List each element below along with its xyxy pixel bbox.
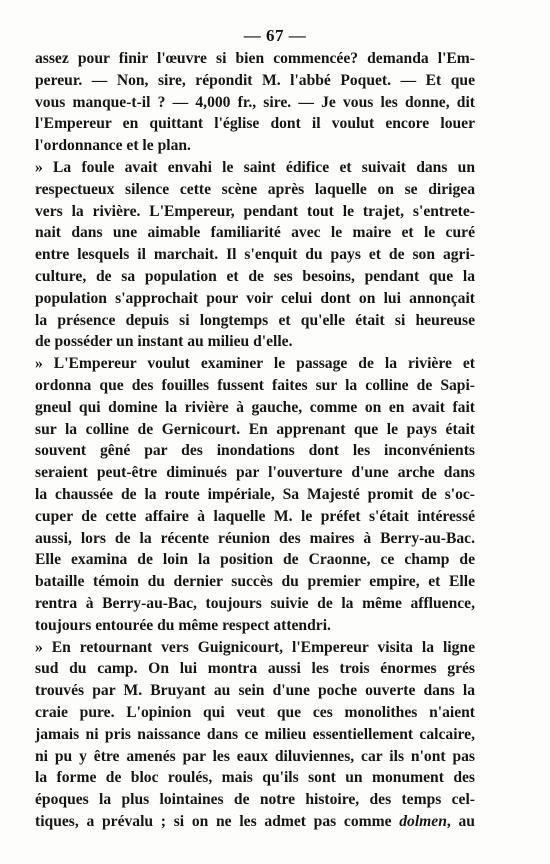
text-line-content: l'ordonnance et le plan. <box>35 137 191 155</box>
body-text <box>35 48 475 833</box>
text-line <box>35 593 475 615</box>
text-line <box>35 179 475 201</box>
text-line-content: culture, de sa population et de ses besoins, pendant que la <box>35 267 475 285</box>
text-line <box>35 157 475 179</box>
text-line-content: population s'approchait pour voir celui dont on lui annonçait <box>35 289 475 307</box>
text-line <box>35 637 475 659</box>
text-line-content: l'Empereur en quittant l'église dont il voulut encore louer <box>35 115 475 133</box>
text-line-content: toujours entourée du même respect attendri. <box>35 616 331 634</box>
text-line-content: la chaussée de la route impériale, Sa Majesté promit de s'oc- <box>35 485 475 503</box>
text-line <box>35 310 475 332</box>
text-line-content: entre lesquels il marchait. Il s'enquit du pays et de son agri- <box>35 246 475 264</box>
text-line-content: de posséder un instant au milieu d'elle. <box>35 333 293 351</box>
text-line <box>35 484 475 506</box>
text-line-content: aussi, lors de la récente réunion des maires à Berry-au-Bac. <box>35 529 475 547</box>
text-line <box>35 222 475 244</box>
text-line-content: pereur. — Non, sire, répondit M. l'abbé Poquet. — Et que <box>35 71 475 89</box>
text-line-content: souvent gêné par des inondations dont les inconvénients <box>35 442 475 460</box>
text-line <box>35 266 475 288</box>
text-line-content: ordonna que des fouilles fussent faites sur la colline de Sapi- <box>35 376 475 394</box>
text-line <box>35 549 475 571</box>
text-line <box>35 789 475 811</box>
text-line-content: seraient peut-être diminués par l'ouverture d'une arche dans <box>35 464 475 482</box>
text-line <box>35 113 475 135</box>
page-number: — 67 — <box>243 26 307 45</box>
text-line <box>35 528 475 550</box>
text-line <box>35 506 475 528</box>
text-line <box>35 419 475 441</box>
text-line-content: cuper de cette affaire à laquelle M. le préfet s'était intéressé <box>35 507 475 525</box>
text-line <box>35 680 475 702</box>
text-line-content: sud du camp. On lui montra aussi les trois énormes grés <box>35 660 475 678</box>
text-line <box>35 244 475 266</box>
text-line-content: vers la rivière. L'Empereur, pendant tout le trajet, s'entrete- <box>35 202 475 220</box>
text-line-content: gneul qui domine la rivière à gauche, comme on en avait fait <box>35 398 475 416</box>
text-line <box>35 462 475 484</box>
text-line-content: assez pour finir l'œuvre si bien commencée? demanda l'Em- <box>35 50 475 67</box>
text-line-content: la forme de bloc roulés, mais qu'ils sont un monument des <box>35 769 475 787</box>
text-line <box>35 70 475 92</box>
text-line <box>35 702 475 724</box>
text-line <box>35 48 475 70</box>
text-line <box>35 92 475 114</box>
text-line-content: bataille témoin du dernier succès du premier empire, et Elle <box>35 573 475 591</box>
text-line-content: respectueux silence cette scène après laquelle on se dirigea <box>35 180 475 198</box>
text-line <box>35 201 475 223</box>
text-line-content: époques la plus lointaines de notre histoire, des temps cel- <box>35 791 475 809</box>
text-line <box>35 658 475 680</box>
text-line-content: rentra à Berry-au-Bac, toujours suivie de la même affluence, <box>35 594 475 612</box>
text-line <box>35 811 475 833</box>
text-line <box>35 397 475 419</box>
text-line-content: jamais ni pris naissance dans ce milieu essentiellement calcaire, <box>35 725 475 743</box>
text-line-tail: , au <box>446 812 475 830</box>
text-line-content: » En retournant vers Guignicourt, l'Empereur visita la ligne <box>35 638 475 656</box>
text-line-content: nait dans une aimable familiarité avec le maire et le curé <box>35 224 475 242</box>
text-line <box>35 331 475 353</box>
text-line-content: » La foule avait envahi le saint édifice et suivait dans un <box>35 158 475 176</box>
text-line-content: » L'Empereur voulut examiner le passage de la rivière et <box>35 355 475 373</box>
text-line-content: Elle examina de loin la position de Craonne, ce champ de <box>35 551 475 569</box>
text-line <box>35 440 475 462</box>
text-line-content: vous manque-t-il ? — 4,000 fr., sire. — Je vous les donne, dit <box>35 93 475 111</box>
text-line-content: trouvés par M. Bruyant au sein d'une poche ouverte dans la <box>35 682 475 700</box>
text-line <box>35 135 475 157</box>
text-line <box>35 746 475 768</box>
text-line-content: ni pu y être amenés par les eaux diluviennes, car ils n'ont pas <box>35 747 475 765</box>
text-line <box>35 353 475 375</box>
text-line-content: sur la colline de Gernicourt. En apprenant que le pays était <box>35 420 475 438</box>
text-line <box>35 615 475 637</box>
text-line <box>35 724 475 746</box>
text-line <box>35 375 475 397</box>
text-line <box>35 571 475 593</box>
text-line <box>35 767 475 789</box>
text-line-content: tiques, a prévalu ; si on ne les admet pas comme <box>35 812 392 830</box>
text-line <box>35 288 475 310</box>
text-line-content: la présence depuis si longtemps et qu'elle était si heureuse <box>35 311 475 329</box>
text-line-content: craie pure. L'opinion qui veut que ces monolithes n'aient <box>35 703 475 721</box>
italic-word: dolmen <box>399 812 447 830</box>
